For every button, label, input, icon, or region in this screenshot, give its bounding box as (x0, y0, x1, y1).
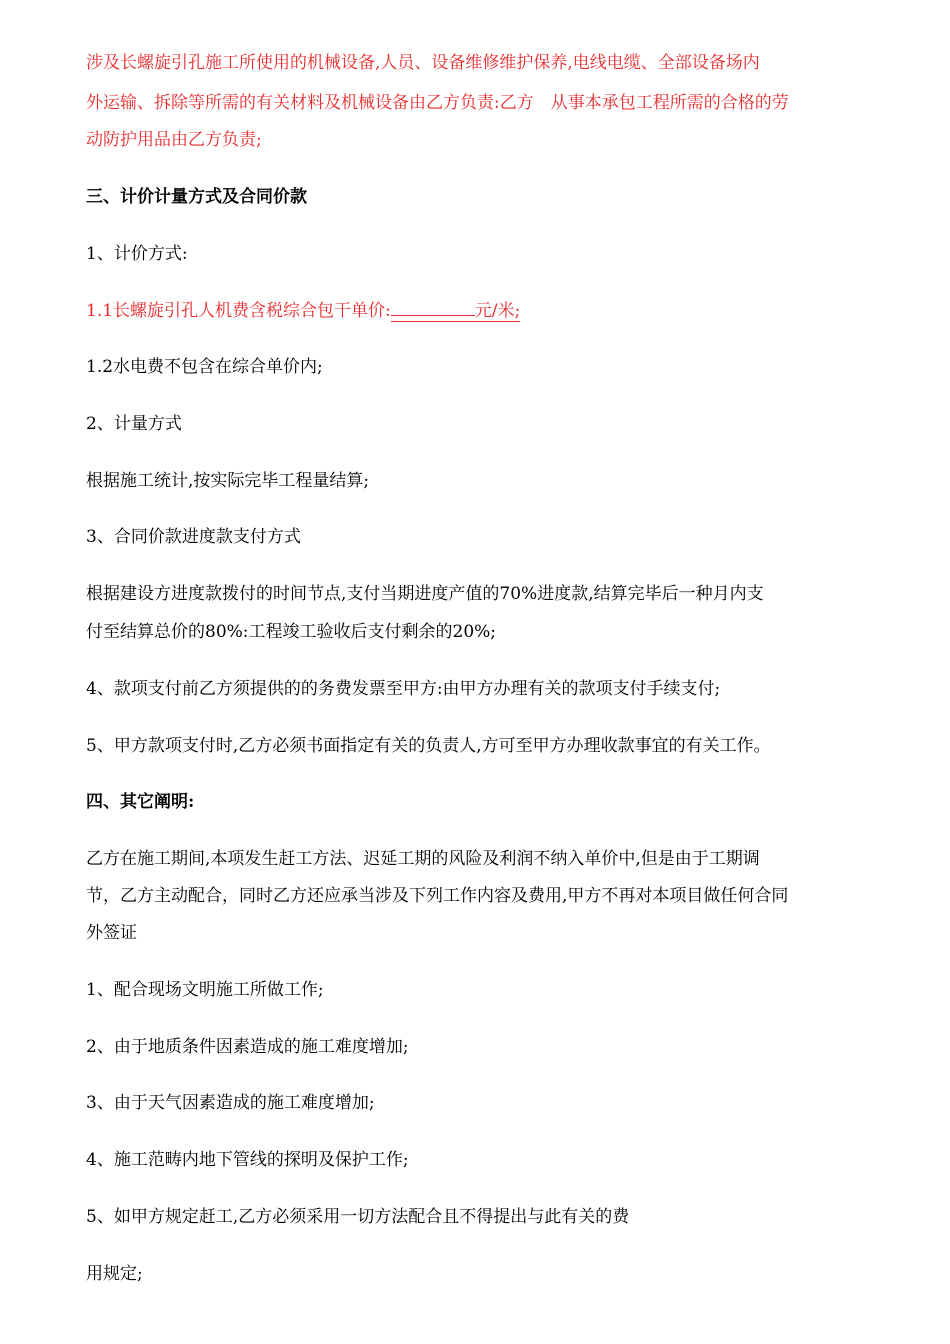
section3-item3-line1: 根据建设方进度款拨付的时间节点,支付当期进度产值的70%进度款,结算完毕后一种月内支 (86, 584, 764, 604)
section3-item1: 1、计价方式: (86, 244, 188, 264)
section4-intro-line3: 外签证 (86, 923, 137, 943)
section4-intro-line1: 乙方在施工期间,本项发生赶工方法、迟延工期的风险及利润不纳入单价中,但是由于工期调 (86, 849, 760, 869)
unit-price-underline (391, 295, 475, 316)
section4-item2: 2、由于地质条件因素造成的施工难度增加; (86, 1037, 409, 1057)
section4-item3: 3、由于天气因素造成的施工难度增加; (86, 1093, 375, 1113)
section3-item1-1 (86, 292, 520, 330)
section3-item2-text: 根据施工统计,按实际完毕工程量结算; (86, 471, 370, 491)
section4-item5-line1: 5、如甲方规定赶工,乙方必须采用一切方法配合且不得提出与此有关的费 (86, 1207, 630, 1227)
section4-heading: 四、其它阐明: (86, 792, 195, 812)
unit-price-blank (391, 301, 520, 322)
section2-tail-line3: 动防护用品由乙方负责; (86, 130, 262, 150)
section3-item2: 2、计量方式 (86, 414, 182, 434)
section3-heading: 三、计价计量方式及合同价款 (86, 187, 307, 207)
section3-item4: 4、款项支付前乙方须提供的的务费发票至甲方:由甲方办理有关的款项支付手续支付; (86, 679, 721, 699)
section2-tail-line1: 涉及长螺旋引孔施工所使用的机械设备,人员、设备维修维护保养,电线电缆、全部设备场内 (86, 53, 760, 73)
section3-item3: 3、合同价款进度款支付方式 (86, 527, 301, 547)
unit-price-label: 1.1长螺旋引孔人机费含税综合包干单价: (86, 301, 391, 321)
section4-item5-line2: 用规定; (86, 1264, 143, 1284)
section4-item4: 4、施工范畴内地下管线的探明及保护工作; (86, 1150, 409, 1170)
section3-item1-2: 1.2水电费不包含在综合单价内; (86, 357, 323, 377)
section4-item1: 1、配合现场文明施工所做工作; (86, 980, 324, 1000)
section3-item3-line2: 付至结算总价的80%:工程竣工验收后支付剩余的20%; (86, 622, 497, 642)
section3-item5: 5、甲方款项支付时,乙方必须书面指定有关的负责人,方可至甲方办理收款事宜的有关工作。 (86, 736, 771, 756)
unit-price-unit: 元/米; (474, 301, 521, 321)
section2-tail-line2: 外运输、拆除等所需的有关材料及机械设备由乙方负责:乙方 从事本承包工程所需的合格的劳 (86, 93, 789, 113)
section4-intro-line2: 节，乙方主动配合，同时乙方还应承当涉及下列工作内容及费用,甲方不再对本项目做任何合同 (86, 886, 789, 906)
